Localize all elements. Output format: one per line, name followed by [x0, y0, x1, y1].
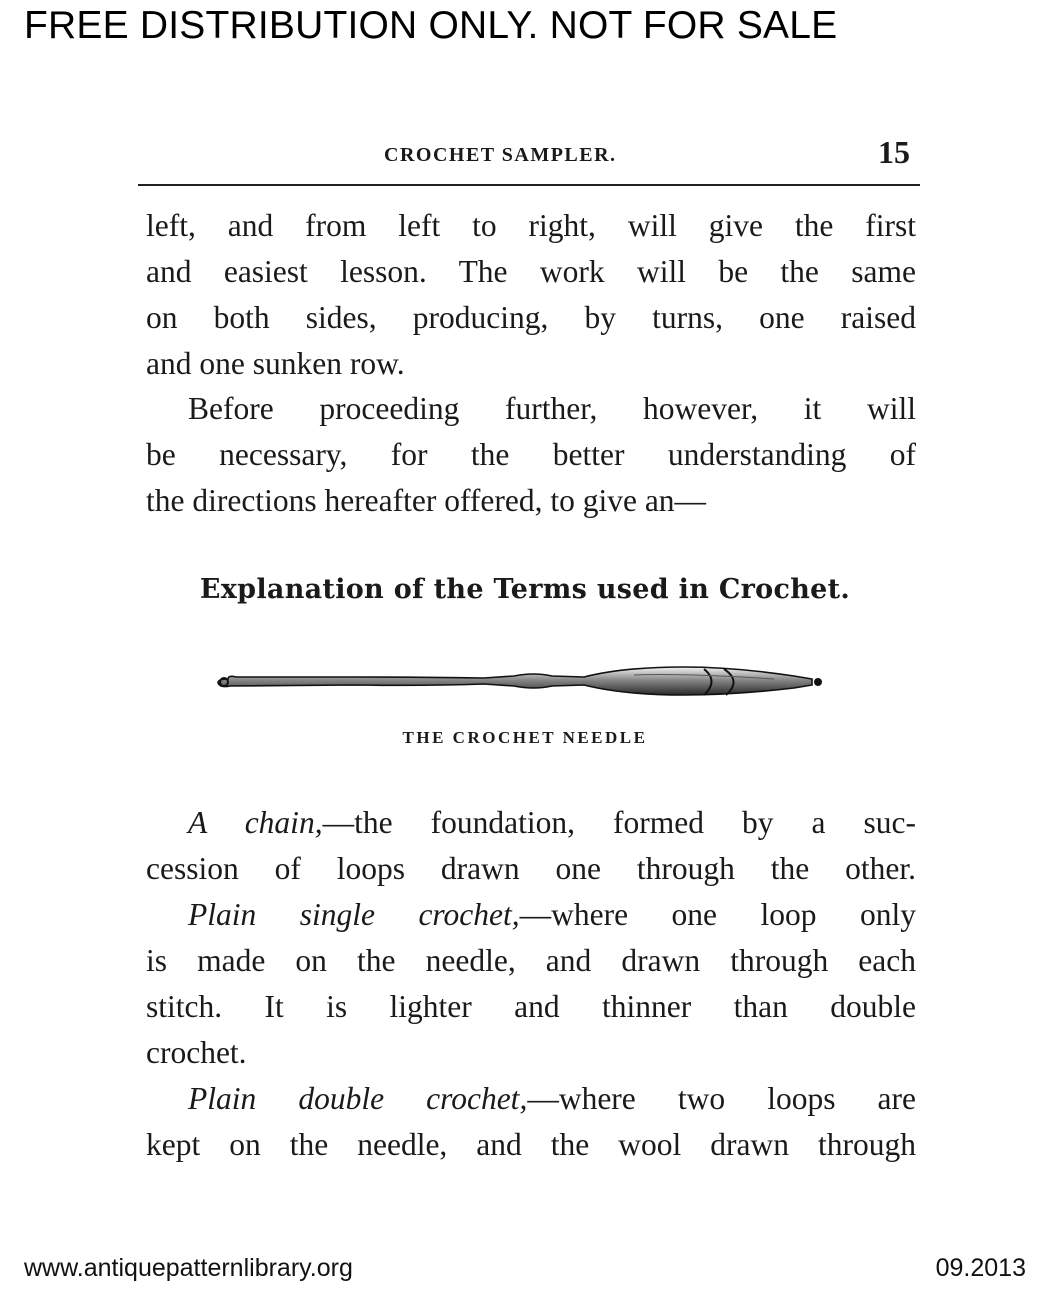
paragraph-1: [146, 203, 916, 387]
section-heading: Explanation of the Terms used in Crochet.: [199, 574, 851, 605]
term-double-crochet: Plain double crochet,: [188, 1081, 528, 1116]
definition-text: —where one loop only: [519, 897, 917, 932]
definition-double: [146, 1076, 916, 1122]
text-line: crochet.: [146, 1035, 247, 1070]
text-line: on both sides, producing, by turns, one raised: [146, 300, 916, 335]
paragraph-2: [146, 386, 916, 524]
definitions: [146, 800, 916, 1168]
text-line: kept on the needle, and the wool drawn through: [146, 1127, 916, 1162]
term-single-crochet: Plain single crochet,: [188, 897, 520, 932]
text-line: and easiest lesson. The work will be the same: [146, 254, 916, 289]
footer-date: 09.2013: [935, 1254, 1026, 1282]
text-line: left, and from left to right, will give the first: [146, 208, 916, 243]
footer-url: www.antiquepatternlibrary.org: [24, 1254, 353, 1282]
text-line: Before proceeding further, however, it will: [188, 391, 916, 426]
definition-chain: [146, 800, 916, 846]
text-line: stitch. It is lighter and thinner than double: [146, 989, 916, 1024]
running-head: [138, 134, 918, 174]
text-line: cession of loops drawn one through the other.: [146, 851, 916, 886]
crochet-needle-illustration: [214, 655, 826, 705]
text-line: and one sunken row.: [146, 346, 405, 381]
text-line: be necessary, for the better understanding of: [146, 437, 916, 472]
text-line: is made on the needle, and drawn through each: [146, 943, 916, 978]
text-line: the directions hereafter offered, to give an—: [146, 483, 707, 518]
header-rule: [138, 184, 920, 186]
definition-text: —the foundation, formed by a suc-: [322, 805, 917, 840]
running-title: CROCHET SAMPLER.: [384, 144, 617, 166]
page-number: 15: [878, 134, 910, 170]
term-chain: A chain,: [188, 805, 323, 840]
definition-single: [146, 892, 916, 938]
figure-caption: THE CROCHET NEEDLE: [402, 728, 648, 747]
distribution-banner: FREE DISTRIBUTION ONLY. NOT FOR SALE: [24, 4, 838, 47]
definition-text: —where two loops are: [527, 1081, 917, 1116]
